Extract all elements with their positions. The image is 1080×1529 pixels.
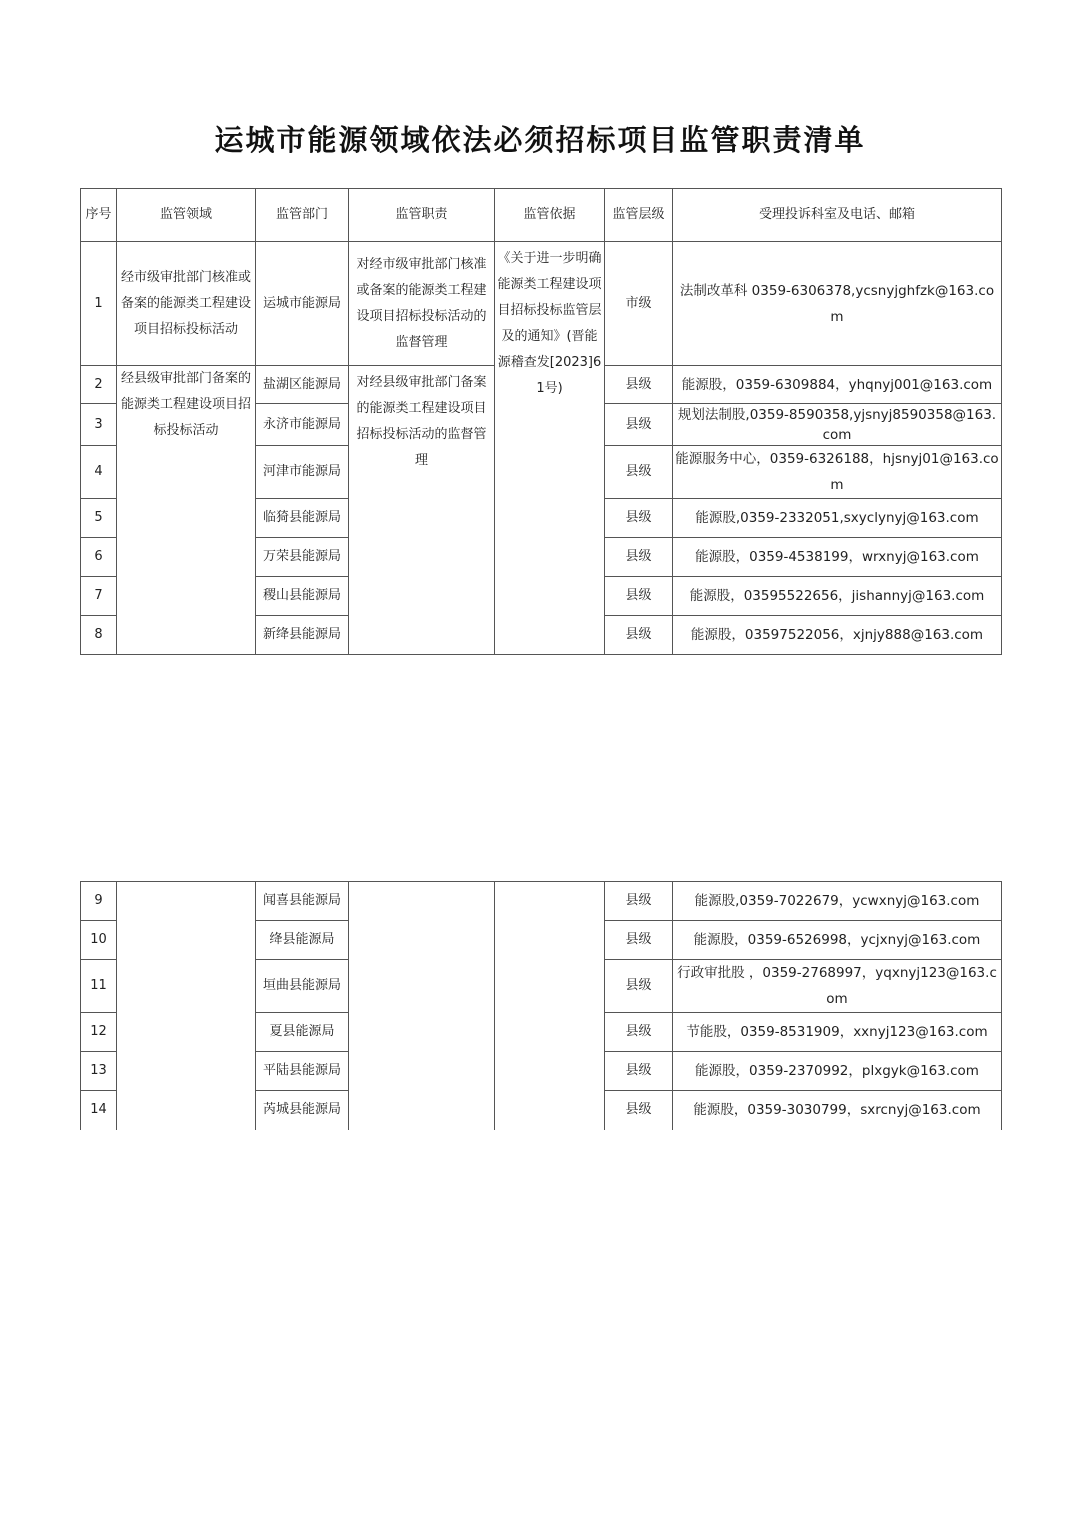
level-cell: 县级 [605,1052,673,1091]
basis-cell: 《关于进一步明确能源类工程建设项目招标投标监管层及的通知》(晋能源稽查发[2023]61号) [495,242,605,655]
duty-continued-cell [349,882,495,1130]
contact-cell: 能源股，03597522056，xjnjy888@163.com [673,616,1002,655]
supervision-table-part-1 [80,188,1002,655]
department-cell: 稷山县能源局 [256,577,349,616]
department-cell: 芮城县能源局 [256,1091,349,1130]
header-department: 监管部门 [256,189,349,242]
basis-continued-cell [495,882,605,1130]
row-no: 4 [81,446,117,499]
department-cell: 新绛县能源局 [256,616,349,655]
row-no: 2 [81,366,117,404]
level-cell: 县级 [605,882,673,921]
department-cell: 夏县能源局 [256,1013,349,1052]
department-cell: 临猗县能源局 [256,499,349,538]
header-duty: 监管职责 [349,189,495,242]
level-cell: 县级 [605,921,673,960]
contact-cell: 行政审批股 ，0359-2768997，yqxnyj123@163.com [673,960,1002,1013]
contact-cell: 能源股，0359-4538199，wrxnyj@163.com [673,538,1002,577]
row-no: 7 [81,577,117,616]
level-cell: 县级 [605,616,673,655]
row-no: 12 [81,1013,117,1052]
row-no: 14 [81,1091,117,1130]
duty-city-cell: 对经市级审批部门核准或备案的能源类工程建设项目招标投标活动的监督管理 [349,242,495,366]
level-cell: 县级 [605,538,673,577]
row-no: 6 [81,538,117,577]
contact-cell: 能源服务中心，0359-6326188，hjsnyj01@163.com [673,446,1002,499]
table-header-row [81,189,1002,242]
contact-cell: 能源股，03595522656，jishannyj@163.com [673,577,1002,616]
row-no: 13 [81,1052,117,1091]
contact-cell: 能源股,0359-7022679，ycwxnyj@163.com [673,882,1002,921]
row-no: 5 [81,499,117,538]
level-cell: 县级 [605,446,673,499]
table-row [81,242,1002,366]
contact-cell: 节能股，0359-8531909，xxnyj123@163.com [673,1013,1002,1052]
document-title: 运城市能源领域依法必须招标项目监管职责清单 [214,123,866,157]
level-cell: 县级 [605,499,673,538]
table-row [81,882,1002,921]
level-cell: 县级 [605,404,673,446]
contact-cell: 能源股,0359-2332051,sxyclynyj@163.com [673,499,1002,538]
header-no: 序号 [81,189,117,242]
domain-continued-cell [117,882,256,1130]
department-cell: 永济市能源局 [256,404,349,446]
contact-cell: 法制改革科 0359-6306378,ycsnyjghfzk@163.com [673,242,1002,366]
department-cell: 垣曲县能源局 [256,960,349,1013]
contact-cell: 能源股，0359-6309884，yhqnyj001@163.com [673,366,1002,404]
header-contact: 受理投诉科室及电话、邮箱 [673,189,1002,242]
row-no: 1 [81,242,117,366]
row-no: 3 [81,404,117,446]
contact-cell: 规划法制股,0359-8590358,yjsnyj8590358@163.com [673,404,1002,446]
contact-cell: 能源股，0359-3030799，sxrcnyj@163.com [673,1091,1002,1130]
header-basis: 监管依据 [495,189,605,242]
row-no: 8 [81,616,117,655]
level-cell: 县级 [605,1091,673,1130]
department-cell: 绛县能源局 [256,921,349,960]
row-no: 9 [81,882,117,921]
department-cell: 平陆县能源局 [256,1052,349,1091]
header-domain: 监管领域 [117,189,256,242]
department-cell: 运城市能源局 [256,242,349,366]
department-cell: 万荣县能源局 [256,538,349,577]
level-cell: 县级 [605,1013,673,1052]
department-cell: 河津市能源局 [256,446,349,499]
department-cell: 盐湖区能源局 [256,366,349,404]
contact-cell: 能源股，0359-6526998，ycjxnyj@163.com [673,921,1002,960]
level-cell: 县级 [605,960,673,1013]
supervision-table-part-2 [80,881,1002,1130]
contact-cell: 能源股，0359-2370992，plxgyk@163.com [673,1052,1002,1091]
row-no: 10 [81,921,117,960]
department-cell: 闻喜县能源局 [256,882,349,921]
domain-county-cell: 经县级审批部门备案的能源类工程建设项目招标投标活动 [117,366,256,655]
header-level: 监管层级 [605,189,673,242]
domain-city-cell: 经市级审批部门核准或备案的能源类工程建设项目招标投标活动 [117,242,256,366]
row-no: 11 [81,960,117,1013]
level-cell: 县级 [605,577,673,616]
level-cell: 县级 [605,366,673,404]
duty-county-cell: 对经县级审批部门备案的能源类工程建设项目招标投标活动的监督管理 [349,366,495,655]
level-cell: 市级 [605,242,673,366]
